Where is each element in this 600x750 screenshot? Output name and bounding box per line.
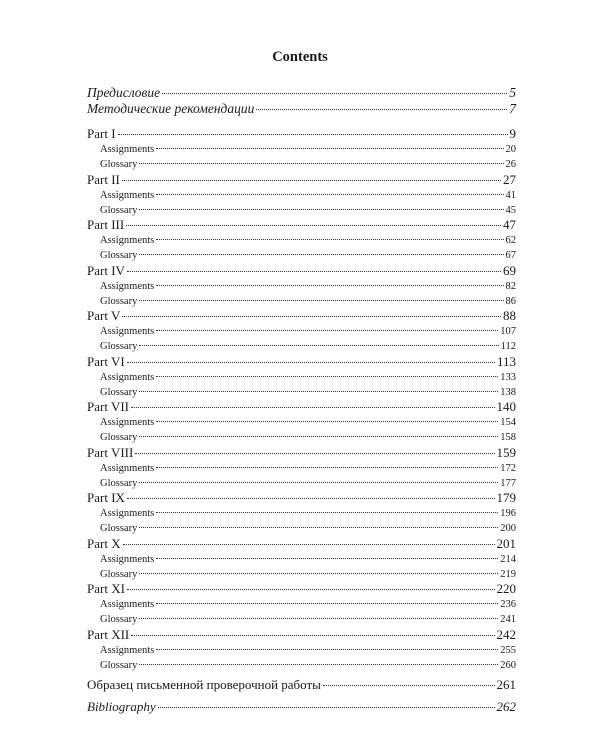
toc-entry-part[interactable]: [87, 399, 516, 414]
toc-page-number: 112: [500, 341, 516, 352]
dot-leader: [131, 406, 494, 408]
toc-entry-label: Glossary: [100, 386, 138, 398]
dot-leader: [156, 466, 498, 468]
toc-entry-glossary[interactable]: [100, 294, 516, 309]
toc-entry-assignments[interactable]: [100, 597, 516, 612]
toc-page-number: 107: [500, 326, 516, 337]
dot-leader: [139, 526, 498, 528]
toc-page-number: 196: [500, 508, 516, 519]
toc-entry-label: Part II: [87, 171, 120, 187]
toc-entry-label: Part IV: [87, 262, 125, 278]
dot-leader: [156, 193, 503, 195]
toc-entry-label: Part X: [87, 535, 121, 551]
dot-leader: [127, 270, 501, 272]
toc-entry-assignments[interactable]: [100, 188, 516, 203]
toc-page-number: 27: [503, 171, 516, 187]
toc-entry-bibliography[interactable]: [87, 699, 516, 714]
toc-entry-assignments[interactable]: [100, 279, 516, 294]
toc-entry-part[interactable]: [87, 490, 516, 505]
dot-leader: [131, 634, 494, 636]
toc-entry-assignments[interactable]: [100, 324, 516, 339]
dot-leader: [256, 108, 507, 110]
toc-entry-part[interactable]: [87, 354, 516, 369]
toc-entry-glossary[interactable]: [100, 521, 516, 536]
toc-entry-part[interactable]: [87, 627, 516, 642]
toc-entry-label: Assignments: [100, 144, 155, 155]
dot-leader: [139, 435, 498, 437]
toc-entry-assignments[interactable]: [100, 643, 516, 658]
toc-page-number: 159: [496, 444, 516, 460]
toc-page-number: 172: [500, 462, 516, 474]
toc-entry-assignments[interactable]: [100, 552, 516, 567]
toc-page-number: 242: [496, 626, 516, 642]
toc-page-number: 255: [500, 644, 516, 656]
toc-page-number: 261: [496, 677, 516, 692]
toc-page-number: 41: [505, 189, 516, 201]
toc-page-number: 201: [496, 535, 516, 551]
dot-leader: [139, 162, 503, 164]
toc-page-number: 241: [500, 614, 516, 625]
toc-page-number: 86: [505, 295, 516, 307]
dot-leader: [156, 557, 498, 559]
toc-entry-glossary[interactable]: [100, 430, 516, 445]
toc-page-number: 140: [496, 399, 516, 414]
toc-entry-part[interactable]: [87, 172, 516, 187]
toc-page-number: 220: [496, 581, 516, 596]
toc-page-number: 158: [500, 432, 516, 443]
toc-entry-label: Part XI: [87, 581, 125, 596]
toc-entry-label: Glossary: [100, 432, 138, 443]
toc-page-number: 113: [496, 353, 516, 369]
toc-entry-label: Assignments: [100, 599, 155, 610]
toc-page-number: 5: [509, 85, 516, 100]
dot-leader: [156, 602, 498, 604]
toc-entry-glossary[interactable]: [100, 203, 516, 218]
toc-entry-label: Assignments: [100, 371, 155, 383]
toc-entry-sample-test[interactable]: [87, 677, 516, 692]
toc-entry-intro[interactable]: [87, 85, 516, 100]
toc-entry-label: Assignments: [100, 326, 155, 337]
toc-page-number: 20: [505, 144, 516, 155]
toc-entry-label: Glossary: [100, 204, 138, 216]
dot-leader: [123, 543, 495, 545]
toc-entry-glossary[interactable]: [100, 612, 516, 627]
toc-entry-label: Part VIII: [87, 444, 134, 460]
toc-entry-part[interactable]: [87, 217, 516, 232]
dot-leader: [127, 588, 495, 590]
dot-leader: [139, 390, 498, 392]
toc-page-number: 82: [505, 280, 516, 292]
toc-page-number: 260: [500, 659, 516, 671]
dot-leader: [323, 684, 495, 686]
toc-page-number: 26: [505, 159, 516, 170]
toc-entry-label: Assignments: [100, 508, 155, 519]
toc-entry-label: Методические рекомендации: [87, 101, 255, 116]
toc-entry-label: Glossary: [100, 659, 138, 671]
dot-leader: [158, 706, 495, 708]
toc-entry-label: Part VII: [87, 399, 130, 414]
toc-entry-part[interactable]: [87, 536, 516, 551]
dot-leader: [139, 572, 498, 574]
toc-entry-part[interactable]: [87, 308, 516, 323]
dot-leader: [162, 92, 507, 94]
toc-page-number: 133: [500, 371, 516, 383]
toc-entry-label: Part XII: [87, 626, 130, 642]
toc-page-number: 88: [503, 308, 516, 323]
toc-page-number: 45: [505, 204, 516, 216]
dot-leader: [139, 208, 503, 210]
toc-entry-label: Предисловие: [87, 85, 161, 100]
toc-entry-part[interactable]: [87, 581, 516, 596]
dot-leader: [139, 253, 503, 255]
toc-entry-label: Glossary: [100, 568, 138, 580]
dot-leader: [139, 344, 498, 346]
dot-leader: [139, 617, 498, 619]
dot-leader: [156, 375, 498, 377]
toc-entry-label: Bibliography: [87, 699, 156, 714]
toc-page-number: 47: [503, 217, 516, 232]
toc-entry-label: Assignments: [100, 644, 155, 656]
toc-entry-label: Glossary: [100, 341, 138, 352]
dot-leader: [139, 663, 498, 665]
toc-entry-part[interactable]: [87, 126, 516, 141]
toc-entry-label: Part I: [87, 126, 116, 141]
toc-entry-assignments[interactable]: [100, 370, 516, 385]
toc-entry-assignments[interactable]: [100, 233, 516, 248]
toc-entry-part[interactable]: [87, 445, 516, 460]
toc-page-number: 200: [500, 523, 516, 534]
toc-entry-label: Part IX: [87, 490, 125, 505]
toc-entry-label: Assignments: [100, 462, 155, 474]
dot-leader: [156, 238, 503, 240]
toc-entry-glossary[interactable]: [100, 385, 516, 400]
toc-entry-label: Assignments: [100, 189, 155, 201]
toc-page-number: 219: [500, 568, 516, 580]
toc-entry-glossary[interactable]: [100, 476, 516, 491]
toc-entry-glossary[interactable]: [100, 339, 516, 354]
toc-entry-assignments[interactable]: [100, 461, 516, 476]
toc-page-number: 9: [509, 126, 516, 141]
toc-entry-label: Образец письменной проверочной работы: [87, 677, 321, 692]
toc-page-number: 177: [500, 477, 516, 489]
toc-entry-label: Glossary: [100, 295, 138, 307]
toc-entry-glossary[interactable]: [100, 567, 516, 582]
toc-entry-label: Assignments: [100, 235, 155, 246]
toc-page-number: 179: [496, 490, 516, 505]
dot-leader: [156, 284, 503, 286]
dot-leader: [139, 481, 498, 483]
toc-entry-glossary[interactable]: [100, 248, 516, 263]
toc-entry-intro[interactable]: [87, 101, 516, 116]
dot-leader: [127, 497, 495, 499]
dot-leader: [156, 329, 498, 331]
toc-entry-label: Glossary: [100, 523, 138, 534]
dot-leader: [156, 420, 498, 422]
dot-leader: [122, 315, 501, 317]
toc-page-number: 262: [496, 699, 516, 714]
dot-leader: [156, 511, 498, 513]
toc-entry-glossary[interactable]: [100, 658, 516, 673]
page-title: Contents: [272, 49, 328, 65]
toc-page-number: 236: [500, 599, 516, 610]
toc-entry-label: Glossary: [100, 159, 138, 170]
toc-page-number: 7: [509, 101, 516, 116]
dot-leader: [156, 147, 503, 149]
toc-entry-label: Assignments: [100, 553, 155, 565]
dot-leader: [126, 224, 501, 226]
dot-leader: [127, 361, 495, 363]
toc-entry-part[interactable]: [87, 263, 516, 278]
toc-page-number: 138: [500, 386, 516, 398]
toc-page-number: 214: [500, 553, 516, 565]
toc-entry-label: Glossary: [100, 614, 138, 625]
dot-leader: [135, 452, 494, 454]
toc-entry-glossary[interactable]: [100, 157, 516, 172]
toc-entry-label: Assignments: [100, 417, 155, 428]
dot-leader: [122, 179, 501, 181]
toc-entry-label: Assignments: [100, 280, 155, 292]
toc-entry-label: Glossary: [100, 250, 138, 261]
toc-entry-label: Part III: [87, 217, 125, 232]
dot-leader: [118, 133, 508, 135]
toc-entry-assignments[interactable]: [100, 415, 516, 430]
toc-entry-label: Part V: [87, 308, 121, 323]
toc-page-number: 154: [500, 417, 516, 428]
toc-entry-label: Glossary: [100, 477, 138, 489]
toc-page-number: 62: [505, 235, 516, 246]
toc-page-number: 69: [503, 262, 516, 278]
toc-page-number: 67: [505, 250, 516, 261]
toc-entry-label: Part VI: [87, 353, 125, 369]
dot-leader: [139, 299, 503, 301]
toc-entry-assignments[interactable]: [100, 506, 516, 521]
dot-leader: [156, 648, 498, 650]
toc-entry-assignments[interactable]: [100, 142, 516, 157]
